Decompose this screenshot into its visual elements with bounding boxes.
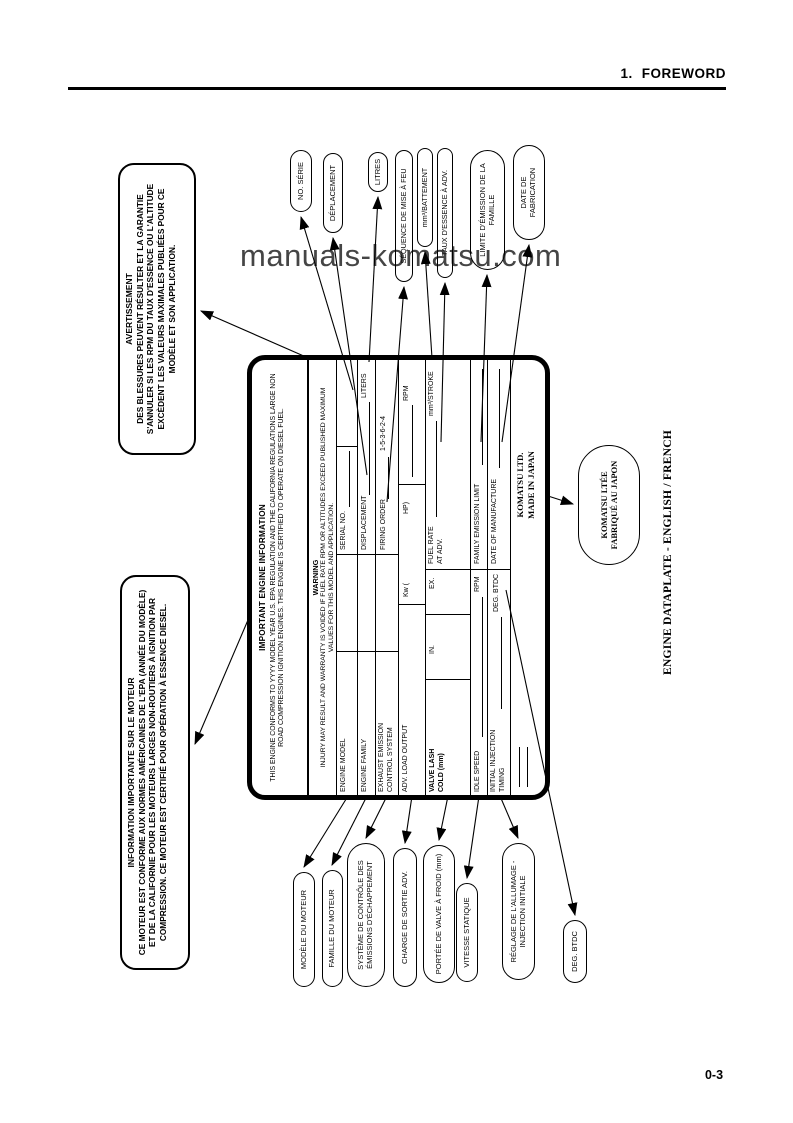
initial-injection-label-1: INITIAL INJECTION [490, 729, 497, 792]
watermark: manuals-komatsu.com [240, 238, 562, 273]
chapter-number: 1. [620, 66, 633, 81]
maker-fr-line-1: KOMATSU LTÉE [598, 471, 609, 539]
bubble-vitesse-statique: VITESSE STATIQUE [456, 883, 478, 982]
bubble-date-fabrication: DATE DE FABRICATION [513, 145, 545, 240]
maker-line-2: MADE IN JAPAN [525, 451, 536, 519]
info-callout-title: INFORMATION IMPORTANTE SUR LE MOTEUR [126, 677, 136, 868]
chapter-title: FOREWORD [641, 66, 726, 81]
warning-callout-title: AVERTISSEMENT [124, 273, 134, 345]
info-callout-body: CE MOTEUR EST CONFORME AUX NORMES AMÉRICAINES DE L'EPA (ANNÉE DU MODÈLE) ET DE LA CALIFORNIE POUR LES MOTEURS LARGES NON-ROUTIERS À IGNITION PAR COMPRESSION. CE MOTEUR EST CERTIFIÉ POUR OPÉRATION À ESSENCE DIESEL. [136, 589, 169, 956]
bubble-limite-emission: LIMITE D'ÉMISSION DE LA FAMILLE [470, 150, 505, 270]
exhaust-emission-label-2: CONTROL SYSTEM [387, 727, 394, 792]
row-adv-load-output [398, 360, 426, 795]
kw-label: Kw ( [403, 583, 410, 597]
row-valve-lash [425, 360, 471, 795]
idle-rpm-label: RPM [474, 576, 481, 592]
maker-fr-line-2: FABRIQUÉ AU JAPON [609, 460, 619, 550]
dataplate-inner [252, 360, 545, 795]
plate-title: IMPORTANT ENGINE INFORMATION [258, 504, 267, 651]
maker-line-1: KOMATSU LTD. [515, 452, 525, 518]
firing-order-label: FIRING ORDER [380, 499, 387, 550]
row-exhaust-emission [375, 360, 399, 795]
ex-label: EX. [429, 577, 436, 589]
row-engine-family [357, 360, 376, 795]
idle-speed-label: IDLE SPEED [474, 750, 481, 792]
row-engine-model [336, 360, 358, 795]
serial-no-label: SERIAL NO. [340, 510, 347, 550]
bubble-no-serie: NO. SÉRIE [290, 150, 312, 212]
maker-fr-bubble [578, 445, 640, 565]
warning-callout-box [118, 163, 196, 455]
figure-caption: ENGINE DATAPLATE - ENGLISH / FRENCH [661, 429, 674, 675]
firing-order-value: 1-5-3-6-2-4 [380, 415, 387, 451]
initial-injection-label-2: TIMING [499, 767, 506, 792]
bubble-reglage-allumage: RÉGLAGE DE L'ALLUMAGE - INJECTION INITIALE [502, 843, 535, 980]
row-initial-injection [487, 360, 511, 795]
engine-dataplate [247, 355, 550, 800]
header-rule [68, 87, 726, 90]
bubble-deg-btdc: DEG. BTDC [563, 920, 587, 983]
engine-model-label: ENGINE MODEL [340, 738, 347, 792]
plate-warning-title: WARNING [311, 559, 320, 596]
page-header [68, 66, 726, 81]
adv-load-output-label: ADV. LOAD OUTPUT [402, 724, 409, 792]
plate-intro: THIS ENGINE CONFORMS TO YYYY MODEL YEAR U.S. EPA REGULATION AND THE CALIFORNIA REGULATIONS LARGE NON ROAD COMPRESSION IGNITION ENGINES. THIS ENGINE IS CERTIFIED TO OPERATE ON DIESEL FUEL. [270, 373, 286, 782]
displacement-label: DISPLACEMENT [361, 495, 368, 550]
bubble-taux-essence: TAUX D'ESSENCE À ADV. [437, 148, 453, 278]
deg-btdc-label: DEG. BTDC [493, 573, 500, 612]
bubble-systeme-controle: SYSTÈME DE CONTRÔLE DES ÉMISSIONS D'ÉCHAPPEMENT [347, 843, 385, 987]
bubble-deplacement: DÉPLACEMENT [323, 153, 343, 233]
bubble-charge-sortie: CHARGE DE SORTIE ADV. [393, 848, 417, 987]
date-of-manufacture-label: DATE OF MANUFACTURE [491, 478, 498, 564]
valve-lash-label-2: COLD (mm) [438, 753, 445, 792]
bubble-mm3-battement: mm³/BATTEMENT [417, 148, 433, 247]
bubble-famille-moteur: FAMILLE DU MOTEUR [322, 870, 343, 987]
plate-rule [307, 360, 309, 795]
warning-callout-body: DES BLESSURES PEUVENT RÉSULTER ET LA GARANTIE S'ANNULER SI LES RPM DU TAUX D'ESSENCE OU L'ALTITUDE EXCÈDENT LES VALEURS MAXIMALES PUBLIÉES POUR CE MODÈLE ET SON APPLICATION. [134, 183, 177, 435]
row-idle-speed [470, 360, 488, 795]
in-label: IN. [429, 645, 436, 654]
info-callout-box [120, 575, 190, 970]
maker-text [515, 405, 536, 565]
row-maker [510, 360, 545, 795]
bubble-portee-valve: PORTÉE DE VALVE À FROID (mm) [423, 845, 455, 983]
bubble-sequence-mise-a-feu: SÉQUENCE DE MISE À FEU [395, 150, 413, 282]
mm3-stroke-label: mm³/STROKE [428, 371, 435, 416]
bubble-litres: LITRES [368, 152, 388, 192]
valve-lash-label-1: VALVE LASH [429, 748, 436, 792]
fuel-rate-label-2: AT ADV. [437, 538, 444, 564]
plate-warning-text: INJURY MAY RESULT AND WARRANTY IS VOIDED IF FUEL RATE RPM OR ALTITUDES EXCEED PUBLISHED MAXIMUM VALUES FOR THIS MODEL AND APPLICATION. [320, 387, 335, 768]
bubble-modele-moteur: MODÈLE DU MOTEUR [293, 872, 315, 987]
exhaust-emission-label-1: EXHAUST EMISSION [378, 722, 385, 792]
page-number: 0-3 [704, 1068, 724, 1082]
family-emission-limit-label: FAMILY EMISSION LIMIT [474, 483, 481, 564]
fuel-rate-label-1: FUEL RATE [428, 526, 435, 564]
rpm-label: RPM [403, 385, 410, 401]
engine-family-label: ENGINE FAMILY [361, 738, 368, 792]
liters-label: LITERS [361, 373, 368, 398]
hp-label: HP) [403, 501, 410, 514]
